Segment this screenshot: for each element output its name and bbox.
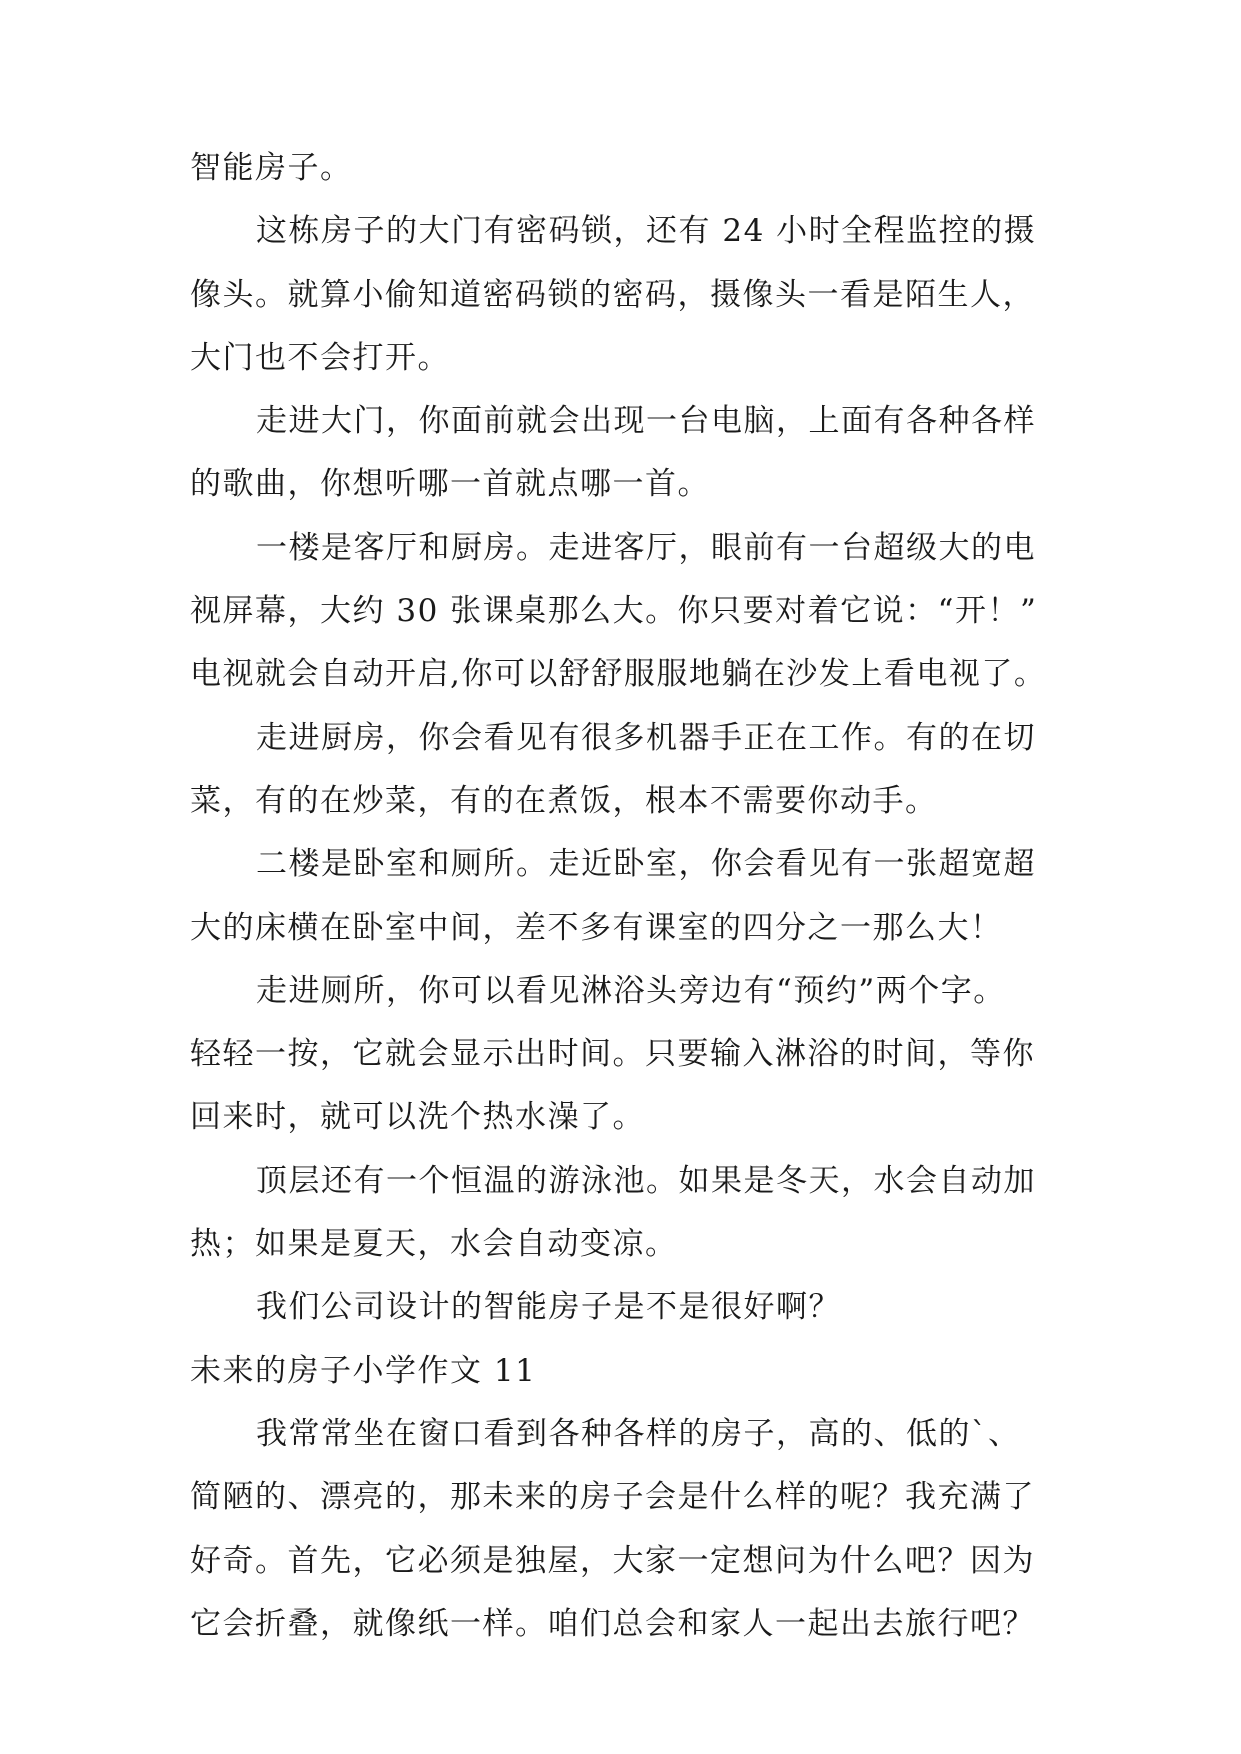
text-line: 我们公司设计的智能房子是不是很好啊？: [256, 1289, 841, 1326]
essay-text: [190, 148, 1070, 1667]
text-line: 智能房子。: [190, 150, 353, 186]
text-line: 简陋的、漂亮的，那未来的房子会是什么样的呢？我充满了: [190, 1479, 1035, 1516]
text-line: 我常常坐在窗口看到各种各样的房子，高的、低的`、: [256, 1415, 1021, 1452]
text-line: 未来的房子小学作文 11: [190, 1352, 537, 1389]
text-line: 一楼是客厅和厨房。走进客厅，眼前有一台超级大的电: [256, 529, 1036, 566]
text-line: 回来时，就可以洗个热水澡了。: [190, 1099, 645, 1136]
text-line: 它会折叠，就像纸一样。咱们总会和家人一起出去旅行吧？: [190, 1605, 1035, 1642]
text-line: 的歌曲，你想听哪一首就点哪一首。: [190, 466, 710, 503]
text-line: 走进大门，你面前就会出现一台电脑，上面有各种各样: [256, 403, 1036, 440]
text-line: 走进厨房，你会看见有很多机器手正在工作。有的在切: [256, 719, 1036, 756]
text-line: 像头。就算小偷知道密码锁的密码，摄像头一看是陌生人，: [190, 276, 1035, 313]
text-line: 热；如果是夏天，水会自动变凉。: [190, 1226, 678, 1263]
text-line: 这栋房子的大门有密码锁，还有 24 小时全程监控的摄: [256, 213, 1037, 250]
text-line: 视屏幕，大约 30 张课桌那么大。你只要对着它说：“开！”: [190, 593, 1038, 630]
text-line: 菜，有的在炒菜，有的在煮饭，根本不需要你动手。: [190, 782, 938, 819]
text-line: 大的床横在卧室中间，差不多有课室的四分之一那么大！: [190, 909, 1003, 946]
text-line: 顶层还有一个恒温的游泳池。如果是冬天，水会自动加: [256, 1162, 1036, 1199]
text-line: 二楼是卧室和厕所。走近卧室，你会看见有一张超宽超: [256, 846, 1036, 883]
text-line: 走进厕所，你可以看见淋浴头旁边有“预约”两个字。: [256, 972, 1006, 1009]
text-line: 好奇。首先，它必须是独屋，大家一定想问为什么吧？因为: [190, 1542, 1035, 1579]
text-line: 轻轻一按，它就会显示出时间。只要输入淋浴的时间，等你: [190, 1036, 1035, 1073]
text-line: 大门也不会打开。: [190, 339, 450, 376]
text-line: 电视就会自动开启,你可以舒舒服服地躺在沙发上看电视了。: [190, 656, 1047, 693]
